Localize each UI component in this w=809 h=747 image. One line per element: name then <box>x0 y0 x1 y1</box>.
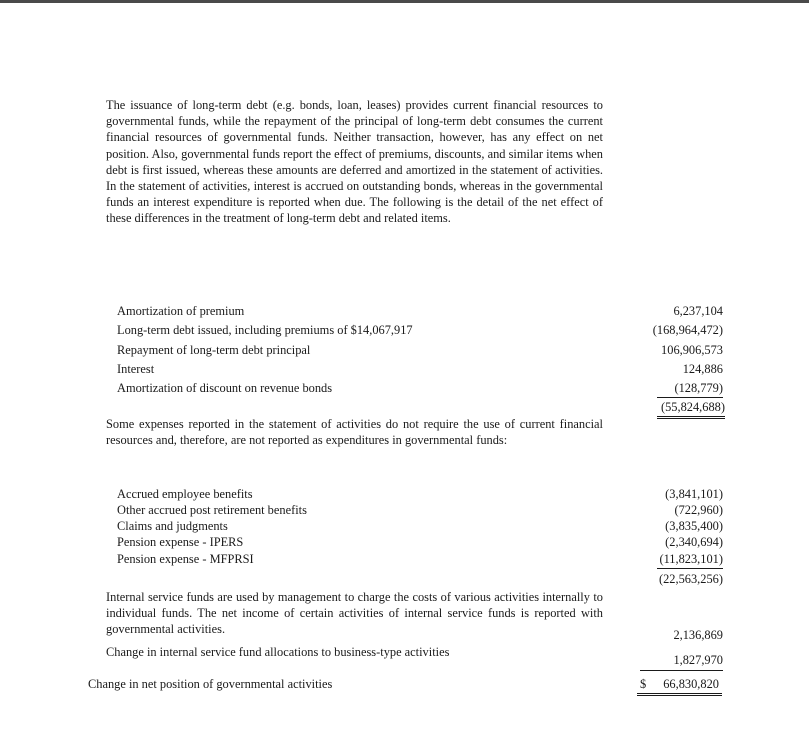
allocation-label: Change in internal service fund allocations to business-type activities <box>106 645 450 659</box>
debt-item-value: 6,237,104 <box>673 304 723 318</box>
expense-item-label: Pension expense - MFPRSI <box>117 552 254 566</box>
intro-paragraph: The issuance of long-term debt (e.g. bonds, loan, leases) provides current financial resources to governmental funds, while the repayment of the principal of long-term debt consumes the current financial resources of governmental funds. Neither transaction, however, has any effect on net position. Also, governmental funds report the effect of premiums, discounts, and similar items when debt is first issued, whereas these amounts are deferred and amortized in the statement of activities. In the statement of activities, interest is accrued on outstanding bonds, whereas in the governmental funds an interest expenditure is reported when due. The following is the detail of the net effect of these differences in the treatment of long-term debt and related items. <box>106 98 603 226</box>
debt-item-label: Amortization of discount on revenue bonds <box>117 381 333 395</box>
debt-item-label: Amortization of premium <box>117 304 245 318</box>
debt-item-value: (128,779) <box>657 380 723 398</box>
expense-item-label: Pension expense - IPERS <box>117 535 244 549</box>
expenses-paragraph: Some expenses reported in the statement of activities do not require the use of current financial resources and, therefore, are not reported as expenditures in governmental funds: <box>106 417 603 448</box>
debt-subtotal: (55,824,688) <box>657 399 725 419</box>
internal-service-value: 2,136,869 <box>673 628 723 642</box>
expense-item-value: (2,340,694) <box>665 535 723 549</box>
expense-item-value: (722,960) <box>674 503 723 517</box>
debt-item-value: 124,886 <box>682 362 723 376</box>
debt-item-label: Interest <box>117 362 155 376</box>
allocation-value: 1,827,970 <box>640 652 723 671</box>
debt-item-value: (168,964,472) <box>652 323 723 337</box>
net-position-value: 66,830,820 <box>663 677 719 691</box>
internal-service-paragraph: Internal service funds are used by management to charge the costs of various activities internally to individual funds. The net income of certain activities of internal service funds is reported with governmental activities. <box>106 590 603 637</box>
expense-item-value: (3,835,400) <box>665 519 723 533</box>
debt-item-label: Repayment of long-term debt principal <box>117 343 311 357</box>
expense-item-label: Other accrued post retirement benefits <box>117 503 307 517</box>
expense-item-label: Accrued employee benefits <box>117 487 253 501</box>
debt-item-value: 106,906,573 <box>661 343 723 357</box>
expense-subtotal: (22,563,256) <box>658 572 723 586</box>
currency-symbol: $ <box>640 677 647 691</box>
debt-item-label: Long-term debt issued, including premiums of $14,067,917 <box>117 323 413 337</box>
net-position-total <box>637 676 722 696</box>
net-position-label: Change in net position of governmental activities <box>88 677 333 691</box>
expense-item-value: (3,841,101) <box>665 487 723 501</box>
expense-item-value: (11,823,101) <box>657 551 723 569</box>
top-border-rule <box>0 0 809 3</box>
expense-item-label: Claims and judgments <box>117 519 228 533</box>
